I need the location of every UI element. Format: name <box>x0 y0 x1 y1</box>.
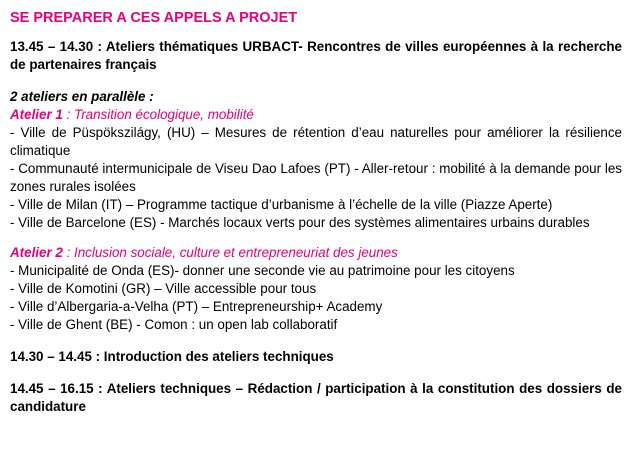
atelier-1-item: - Communauté intermunicipale de Viseu Dao Lafoes (PT) - Aller-retour : mobilité à la demande pour les zones rurales isolées <box>10 161 622 194</box>
section-heading: SE PREPARER A CES APPELS A PROJET <box>10 10 298 26</box>
atelier-1-label: Atelier 1 <box>10 107 63 122</box>
session-1445: 14.45 – 16.15 : Ateliers techniques – Rédaction / participation à la constitution des dossiers de candidature <box>10 381 622 414</box>
atelier-1-item: - Ville de Milan (IT) – Programme tactique d’urbanisme à l’échelle de la ville (Piazze Aperte) <box>10 197 553 212</box>
atelier-2-title <box>10 244 622 262</box>
atelier-1-title <box>10 106 622 124</box>
atelier-2-item: - Municipalité de Onda (ES)- donner une seconde vie au patrimoine pour les citoyens <box>10 263 515 278</box>
atelier-2-item: - Ville de Ghent (BE) - Comon : un open lab collaboratif <box>10 317 338 332</box>
atelier-2-label: Atelier 2 <box>10 245 63 260</box>
atelier-1-theme: : Transition écologique, mobilité <box>62 107 254 122</box>
atelier-2-item: - Ville de Komotini (GR) – Ville accessible pour tous <box>10 281 317 296</box>
atelier-2-item: - Ville d’Albergaria-a-Velha (PT) – Entrepreneurship+ Academy <box>10 299 383 314</box>
session-1345: 13.45 – 14.30 : Ateliers thématiques URBACT- Rencontres de villes européennes à la recherche de partenaires français <box>10 39 622 72</box>
atelier-1-item: - Ville de Barcelone (ES) - Marchés locaux verts pour des systèmes alimentaires urbains durables <box>10 215 590 230</box>
session-1430: 14.30 – 14.45 : Introduction des ateliers techniques <box>10 349 334 364</box>
atelier-2-theme: : Inclusion sociale, culture et entrepreneuriat des jeunes <box>62 245 398 260</box>
document-page <box>10 8 622 416</box>
parallel-workshops-intro: 2 ateliers en parallèle : <box>10 89 154 104</box>
atelier-1-item: - Ville de Püspökszilágy, (HU) – Mesures de rétention d’eau naturelles pour améliorer la résilience climatique <box>10 125 622 158</box>
